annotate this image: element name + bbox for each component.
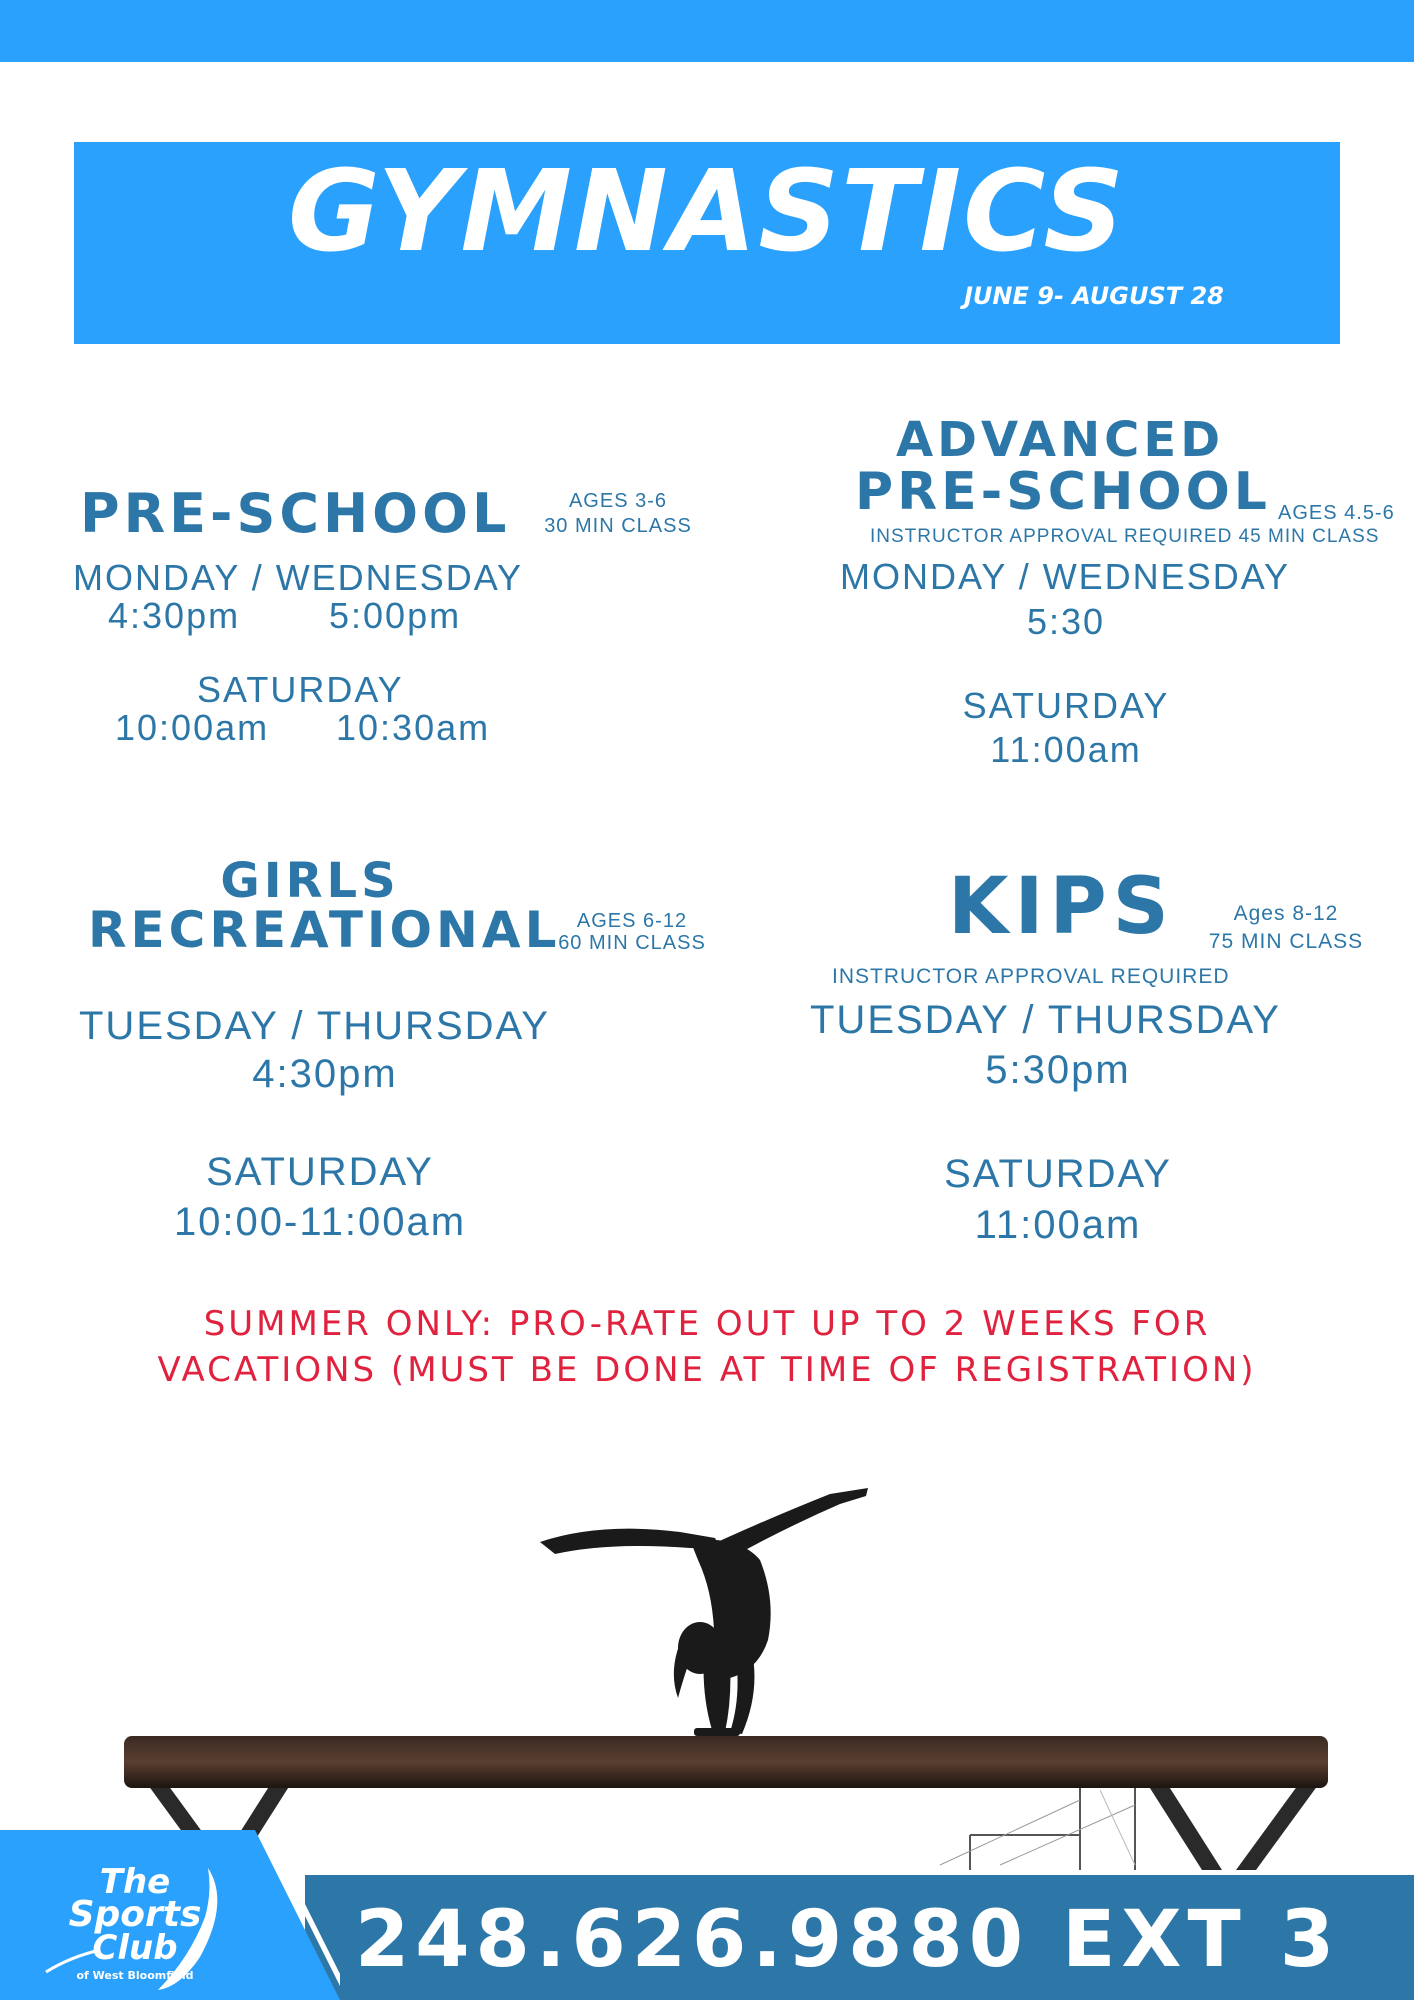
preschool-saturday: SATURDAY — [197, 669, 404, 710]
preschool-weekday-time-2: 5:00pm — [329, 595, 462, 636]
kips-weekday: TUESDAY / THURSDAY — [810, 998, 1281, 1042]
girls-ages: AGES 6-12 — [576, 910, 688, 932]
phone-number[interactable]: 248.626.9880 EXT 3 — [355, 1895, 1341, 1985]
sports-club-logo — [40, 1862, 230, 1992]
top-banner-bar — [0, 0, 1414, 62]
summer-notice — [20, 1302, 1394, 1394]
preschool-ages: AGES 3-6 — [568, 490, 668, 512]
advanced-saturday: SATURDAY — [962, 685, 1170, 726]
kips-title: KIPS — [948, 862, 1175, 952]
title-banner — [74, 142, 1340, 344]
kips-duration: 75 MIN CLASS — [1208, 930, 1364, 953]
gymnast-silhouette — [540, 1488, 868, 1736]
preschool-title: PRE-SCHOOL — [80, 482, 511, 545]
preschool-saturday-time-1: 10:00am — [115, 707, 270, 748]
kips-saturday: SATURDAY — [944, 1152, 1172, 1196]
gymnast-on-beam-illustration — [0, 1460, 1414, 1880]
preschool-weekday-time-1: 4:30pm — [108, 595, 241, 636]
girls-weekday-time: 4:30pm — [252, 1052, 398, 1096]
girls-weekday: TUESDAY / THURSDAY — [79, 1004, 550, 1048]
summer-notice-line2: VACATIONS (MUST BE DONE AT TIME OF REGISTRATION) — [157, 1349, 1257, 1390]
preschool-saturday-time-2: 10:30am — [336, 707, 491, 748]
advanced-weekday-time: 5:30 — [1026, 601, 1106, 642]
advanced-note: INSTRUCTOR APPROVAL REQUIRED 45 MIN CLASS — [870, 526, 1380, 547]
advanced-title-line2: PRE-SCHOOL — [855, 462, 1271, 522]
page-title: GYMNASTICS — [288, 147, 1126, 277]
kips-saturday-time: 11:00am — [974, 1203, 1142, 1247]
summer-notice-line1: SUMMER ONLY: PRO-RATE OUT UP TO 2 WEEKS FOR — [203, 1304, 1211, 1344]
girls-saturday-time: 10:00-11:00am — [173, 1200, 467, 1244]
date-range: JUNE 9- AUGUST 28 — [964, 282, 1224, 310]
preschool-duration: 30 MIN CLASS — [544, 515, 692, 537]
preschool-weekday: MONDAY / WEDNESDAY — [73, 557, 524, 598]
girls-title-line1: GIRLS — [220, 853, 400, 909]
kips-ages: Ages 8-12 — [1233, 902, 1339, 925]
girls-title-line2: RECREATIONAL — [88, 901, 561, 959]
girls-saturday: SATURDAY — [206, 1150, 434, 1194]
logo-word-sports: Sports — [68, 1894, 202, 1936]
background-scaffold — [940, 1785, 1135, 1870]
kips-weekday-time: 5:30pm — [985, 1048, 1131, 1092]
girls-duration: 60 MIN CLASS — [558, 932, 706, 954]
advanced-saturday-time: 11:00am — [990, 729, 1142, 770]
advanced-weekday: MONDAY / WEDNESDAY — [840, 556, 1291, 597]
logo-tagline: of West Bloomfield — [76, 1968, 194, 1982]
logo-word-the: The — [99, 1862, 171, 1902]
kips-note: INSTRUCTOR APPROVAL REQUIRED — [832, 965, 1230, 988]
logo-word-club: Club — [92, 1928, 178, 1969]
balance-beam — [124, 1736, 1328, 1788]
advanced-title-line1: ADVANCED — [895, 412, 1225, 468]
advanced-ages: AGES 4.5-6 — [1278, 502, 1395, 524]
